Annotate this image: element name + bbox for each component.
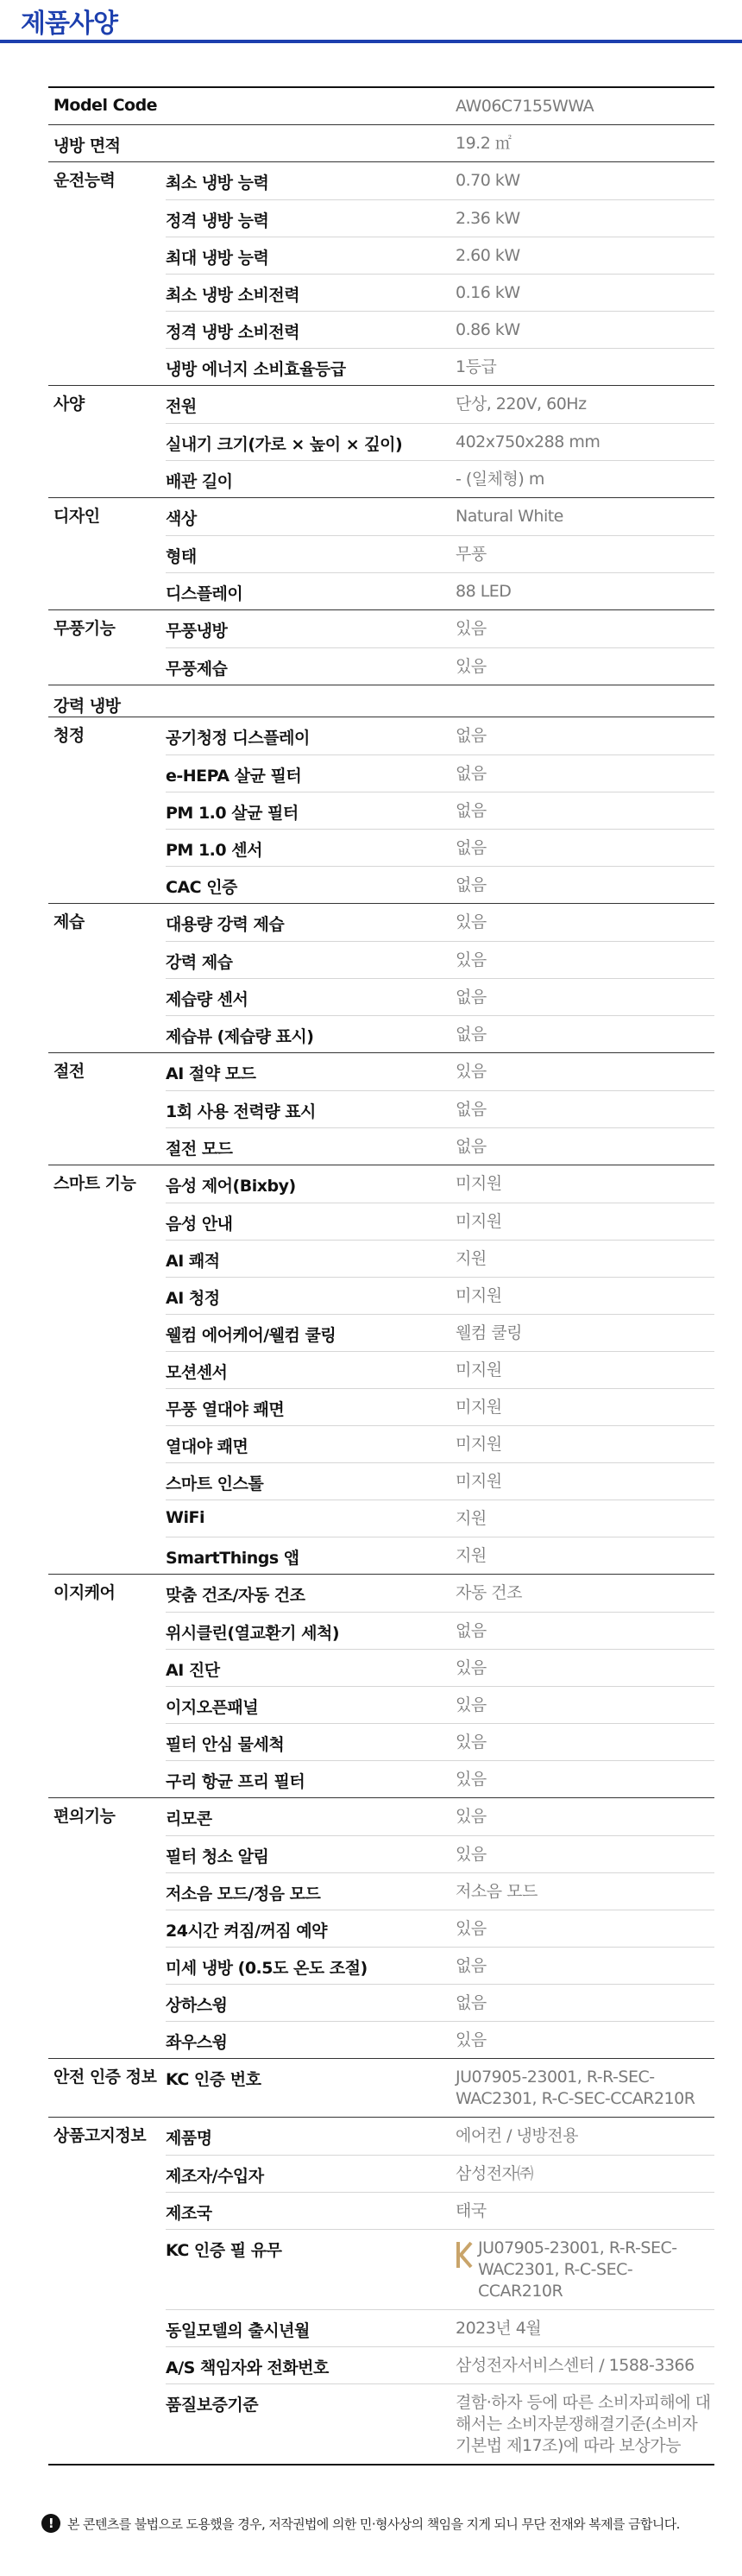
spec-row [166, 829, 714, 866]
spec-value [456, 2230, 714, 2309]
spec-label: AI 청정 [166, 1289, 220, 1308]
spec-value: JU07905-23001, R-R-SEC-WAC2301, R-C-SEC-CCAR210R [456, 2068, 695, 2108]
spec-label: 절전 모드 [166, 1140, 233, 1159]
spec-value: 있음 [456, 1807, 487, 1826]
spec-row [166, 2192, 714, 2229]
group-label-spec: 사양 [53, 395, 85, 414]
spec-value: 88 LED [456, 582, 512, 601]
spec-row [166, 237, 714, 274]
spec-label: 전원 [166, 397, 197, 416]
spec-value: 지원 [456, 1509, 487, 1528]
spec-row [166, 866, 714, 903]
spec-row [166, 572, 714, 609]
spec-row [166, 386, 714, 423]
spec-label: 강력 제습 [166, 953, 233, 972]
spec-label: 24시간 켜짐/꺼짐 예약 [166, 1922, 327, 1941]
spec-label: 무풍제습 [166, 660, 228, 679]
spec-label: 무풍냉방 [166, 622, 228, 641]
spec-label: 음성 제어(Bixby) [166, 1177, 296, 1196]
spec-row [166, 1240, 714, 1277]
spec-row [166, 1872, 714, 1910]
spec-row [166, 1425, 714, 1462]
spec-value: 있음 [456, 1695, 487, 1714]
spec-row [166, 1462, 714, 1500]
spec-value: 미지원 [456, 1286, 502, 1305]
spec-value: 없음 [456, 801, 487, 820]
spec-value: 없음 [456, 1956, 487, 1975]
group-rows-dehumid [166, 904, 714, 1052]
spec-row [166, 1388, 714, 1425]
spec-row [166, 792, 714, 829]
group-convenience [48, 1797, 714, 2058]
group-performance [48, 161, 714, 385]
spec-value: 무풍 [456, 545, 487, 564]
spec-value: 없음 [456, 1621, 487, 1640]
spec-value: 1등급 [456, 357, 497, 376]
group-rows-easycare [166, 1575, 714, 1797]
spec-row [166, 1575, 714, 1612]
spec-row [166, 1760, 714, 1797]
spec-row [166, 460, 714, 497]
spec-value: 미지원 [456, 1174, 502, 1193]
spec-label: PM 1.0 센서 [166, 841, 262, 860]
spec-row [166, 717, 714, 754]
spec-value: 없음 [456, 1100, 487, 1119]
group-rows-saving [166, 1053, 714, 1165]
spec-label: 음성 안내 [166, 1215, 233, 1234]
spec-row [166, 754, 714, 792]
spec-row [166, 162, 714, 199]
spec-label: PM 1.0 살균 필터 [166, 804, 299, 823]
spec-row [166, 647, 714, 685]
spec-row [166, 1798, 714, 1835]
page-header [0, 0, 742, 43]
spec-row [166, 2059, 714, 2117]
spec-value: 없음 [456, 726, 487, 745]
spec-value: 결함·하자 등에 따른 소비자피해에 대해서는 소비자분쟁해결기준(소비자기본법 제17조)에 따라 보상가능 [456, 2393, 711, 2455]
spec-row [166, 199, 714, 237]
spec-row [166, 423, 714, 460]
spec-label: 공기청정 디스플레이 [166, 729, 310, 748]
spec-value: - (일체형) m [456, 470, 544, 489]
spec-label: 실내기 크기(가로 × 높이 × 깊이) [166, 435, 403, 454]
spec-row [166, 978, 714, 1015]
spec-row [166, 2383, 714, 2464]
spec-value: 미지원 [456, 1212, 502, 1231]
page-title: 제품사양 [21, 9, 117, 39]
spec-row [166, 498, 714, 535]
model-code-label: Model Code [53, 96, 158, 115]
spec-row [166, 1612, 714, 1649]
spec-value: 없음 [456, 1137, 487, 1156]
spec-value: Natural White [456, 507, 563, 526]
group-label-design: 디자인 [53, 507, 100, 526]
group-dehumid [48, 903, 714, 1052]
spec-value: 있음 [456, 2030, 487, 2049]
spec-value: 없음 [456, 1025, 487, 1044]
spec-value: 2023년 4월 [456, 2319, 542, 2338]
group-spec [48, 385, 714, 497]
spec-row [166, 2346, 714, 2383]
spec-row [166, 311, 714, 348]
spec-label: e-HEPA 살균 필터 [166, 767, 302, 786]
group-safety [48, 2058, 714, 2117]
spec-value: 없음 [456, 764, 487, 783]
group-label-saving: 절전 [53, 1062, 85, 1081]
spec-label: KC 인증 번호 [166, 2070, 261, 2089]
area-label: 냉방 면적 [53, 136, 121, 155]
spec-label: 저소음 모드/정음 모드 [166, 1885, 321, 1904]
group-notice [48, 2117, 714, 2464]
group-smart [48, 1165, 714, 1574]
spec-row [166, 1500, 714, 1537]
spec-value: 있음 [456, 1658, 487, 1677]
spec-value: 지원 [456, 1249, 487, 1268]
kc-value-text: JU07905-23001, R-R-SEC-WAC2301, R-C-SEC-CCAR210R [478, 2238, 677, 2301]
spec-value: 있음 [456, 657, 487, 676]
spec-value: 미지원 [456, 1398, 502, 1417]
spec-label: 위시클린(열교환기 세척) [166, 1624, 340, 1643]
spec-row [166, 2155, 714, 2192]
spec-label: 제습뷰 (제습량 표시) [166, 1027, 314, 1046]
spec-value: 저소음 모드 [456, 1882, 538, 1901]
group-model-code [48, 88, 714, 124]
spec-value: 있음 [456, 1919, 487, 1938]
group-label-performance: 운전능력 [53, 171, 116, 190]
spec-value: 없음 [456, 988, 487, 1007]
spec-row [166, 1015, 714, 1052]
spec-value: 웰컴 쿨링 [456, 1323, 522, 1342]
group-easycare [48, 1574, 714, 1797]
spec-label: 정격 냉방 능력 [166, 212, 269, 230]
spec-row [166, 1351, 714, 1388]
spec-row [166, 1649, 714, 1686]
spec-value: 402x750x288 mm [456, 432, 601, 451]
spec-row [166, 1835, 714, 1872]
spec-label: 형태 [166, 547, 197, 566]
group-rows-convenience [166, 1798, 714, 2058]
spec-value: 없음 [456, 875, 487, 894]
spec-value: 있음 [456, 1845, 487, 1864]
spec-label: 웰컴 에어케어/웰컴 쿨링 [166, 1326, 336, 1345]
spec-label: 최소 냉방 능력 [166, 174, 269, 193]
spec-row [166, 1984, 714, 2021]
spec-row [166, 1053, 714, 1090]
group-rows-clean [166, 717, 714, 903]
spec-label: 최소 냉방 소비전력 [166, 286, 300, 305]
group-label-windfree: 무풍기능 [53, 619, 116, 638]
spec-label: 리모콘 [166, 1809, 212, 1828]
spec-label: 1회 사용 전력량 표시 [166, 1102, 316, 1121]
kc-mark-icon [456, 2240, 473, 2270]
spec-label: 대용량 강력 제습 [166, 915, 285, 934]
spec-row [166, 2309, 714, 2346]
group-strong [48, 685, 714, 717]
group-area [48, 124, 714, 161]
spec-label: 최대 냉방 능력 [166, 249, 269, 268]
spec-row [166, 610, 714, 647]
spec-label: 미세 냉방 (0.5도 온도 조절) [166, 1959, 368, 1978]
spec-label: 색상 [166, 509, 197, 528]
spec-row [166, 904, 714, 941]
spec-value: 지원 [456, 1546, 487, 1565]
spec-row [166, 1277, 714, 1314]
spec-value: 2.36 kW [456, 209, 520, 228]
spec-value: 있음 [456, 950, 487, 969]
kc-value-wrap [456, 2238, 711, 2302]
spec-label: 무풍 열대야 쾌면 [166, 1400, 285, 1419]
group-rows-windfree [166, 610, 714, 685]
spec-value: 단상, 220V, 60Hz [456, 395, 587, 414]
spec-label: WiFi [166, 1508, 204, 1527]
area-value: 19.2 ㎡ [456, 134, 512, 153]
group-label-smart: 스마트 기능 [53, 1174, 136, 1193]
group-clean [48, 717, 714, 903]
group-windfree [48, 609, 714, 685]
spec-label: 제습량 센서 [166, 990, 248, 1009]
spec-value: 있음 [456, 619, 487, 638]
spec-label: 품질보증기준 [166, 2396, 259, 2415]
spec-value: 자동 건조 [456, 1583, 522, 1602]
spec-value: 미지원 [456, 1435, 502, 1454]
spec-row [166, 1165, 714, 1203]
copyright-text: 본 콘텐츠를 불법으로 도용했을 경우, 저작권법에 의한 민·형사상의 책임을 지게 되니 무단 전재와 복제를 금합니다. [67, 2516, 680, 2532]
spec-label: 좌우스윙 [166, 2033, 228, 2052]
group-label-dehumid: 제습 [53, 912, 85, 931]
spec-row [166, 2021, 714, 2058]
spec-row [166, 1947, 714, 1984]
group-label-strong: 강력 냉방 [53, 697, 121, 716]
group-rows-safety [166, 2059, 714, 2117]
spec-label: SmartThings 앱 [166, 1549, 299, 1568]
model-code-value: AW06C7155WWA [456, 97, 594, 116]
spec-table [48, 86, 714, 2466]
spec-label: AI 진단 [166, 1661, 220, 1680]
spec-row [166, 2229, 714, 2309]
spec-label: 배관 길이 [166, 472, 233, 491]
spec-label: 제조국 [166, 2204, 212, 2223]
spec-value: 삼성전자서비스센터 / 1588-3366 [456, 2356, 695, 2375]
group-label-notice: 상품고지정보 [53, 2126, 147, 2145]
group-rows-design [166, 498, 714, 609]
spec-value: 없음 [456, 1993, 487, 2012]
copyright-notice [41, 2514, 723, 2533]
spec-label: 정격 냉방 소비전력 [166, 323, 300, 342]
spec-row [166, 1910, 714, 1947]
spec-value: 없음 [456, 838, 487, 857]
spec-row [166, 1127, 714, 1165]
spec-label: 상하스윙 [166, 1996, 228, 2015]
group-label-easycare: 이지케어 [53, 1583, 116, 1602]
group-label-safety: 안전 인증 정보 [53, 2068, 157, 2087]
exclamation-icon: ! [41, 2514, 60, 2533]
spec-value: 있음 [456, 1770, 487, 1789]
spec-row [166, 1686, 714, 1723]
spec-label: A/S 책임자와 전화번호 [166, 2358, 329, 2377]
group-design [48, 497, 714, 609]
spec-value: 2.60 kW [456, 246, 520, 265]
spec-row [166, 348, 714, 385]
spec-label: AI 쾌적 [166, 1252, 220, 1271]
spec-label: 제조자/수입자 [166, 2167, 264, 2186]
spec-row [166, 1723, 714, 1760]
spec-row [166, 535, 714, 572]
group-rows-performance [166, 162, 714, 385]
spec-label: 필터 안심 물세척 [166, 1735, 285, 1754]
spec-value: 미지원 [456, 1361, 502, 1380]
spec-row [166, 1203, 714, 1240]
group-saving [48, 1052, 714, 1165]
spec-label: 제품명 [166, 2129, 212, 2148]
spec-row [166, 1314, 714, 1351]
spec-value: 에어컨 / 냉방전용 [456, 2126, 578, 2145]
group-rows-notice [166, 2118, 714, 2464]
spec-label: 맞춤 건조/자동 건조 [166, 1586, 305, 1605]
spec-label: 열대야 쾌면 [166, 1437, 248, 1456]
spec-label: 디스플레이 [166, 584, 243, 603]
spec-value: 0.86 kW [456, 320, 520, 339]
spec-value: 태국 [456, 2201, 487, 2220]
spec-label: 동일모델의 출시년월 [166, 2321, 310, 2340]
spec-label: 모션센서 [166, 1363, 228, 1382]
spec-value: 0.70 kW [456, 171, 520, 190]
spec-row [166, 2118, 714, 2155]
spec-value: 있음 [456, 1062, 487, 1081]
group-label-convenience: 편의기능 [53, 1807, 116, 1826]
spec-row [166, 1537, 714, 1574]
spec-value: 있음 [456, 1733, 487, 1752]
spec-value: 삼성전자㈜ [456, 2164, 533, 2183]
spec-row [166, 941, 714, 978]
group-label-clean: 청정 [53, 726, 85, 745]
spec-label: CAC 인증 [166, 878, 237, 897]
spec-label: 구리 항균 프리 필터 [166, 1772, 305, 1791]
spec-value: 미지원 [456, 1472, 502, 1491]
spec-row [166, 274, 714, 311]
spec-label: AI 절약 모드 [166, 1064, 256, 1083]
spec-label: 냉방 에너지 소비효율등급 [166, 360, 346, 379]
spec-value: 있음 [456, 912, 487, 931]
spec-label: 스마트 인스톨 [166, 1474, 264, 1493]
spec-label: KC 인증 필 유무 [166, 2241, 282, 2260]
spec-label: 필터 청소 알림 [166, 1847, 269, 1866]
spec-row [166, 1090, 714, 1127]
spec-value: 0.16 kW [456, 283, 520, 302]
group-rows-smart [166, 1165, 714, 1574]
spec-label: 이지오픈패널 [166, 1698, 259, 1717]
group-rows-spec [166, 386, 714, 497]
